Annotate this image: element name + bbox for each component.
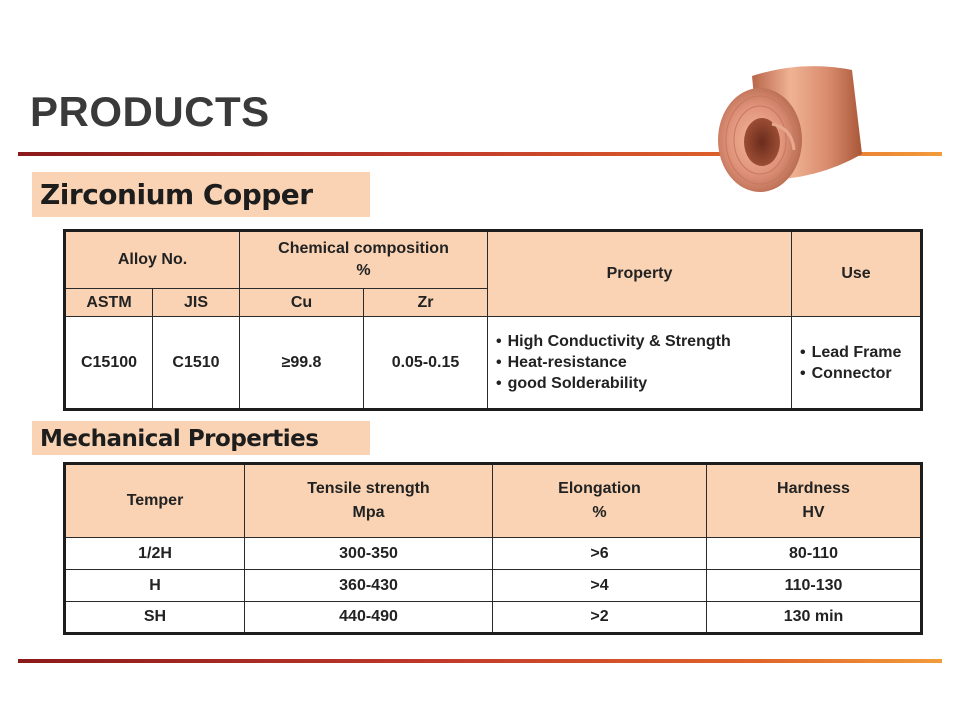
table-row — [65, 602, 922, 634]
cell-zr: 0.05-0.15 — [364, 317, 488, 410]
mechanical-properties-table — [63, 462, 923, 635]
page-title: PRODUCTS — [30, 88, 270, 135]
header-zr: Zr — [364, 289, 488, 317]
copper-coil-image — [712, 58, 870, 198]
header-tensile-line1: Tensile strength — [307, 480, 430, 497]
header-tensile-line2: Mpa — [352, 504, 385, 521]
cell-tensile: 300-350 — [245, 538, 493, 570]
cell-elongation: >4 — [493, 570, 707, 602]
header-jis: JIS — [153, 289, 240, 317]
cell-temper: SH — [65, 602, 245, 634]
cell-elongation: >6 — [493, 538, 707, 570]
zirconium-copper-table — [63, 229, 923, 411]
cell-tensile: 440-490 — [245, 602, 493, 634]
cell-hardness: 130 min — [707, 602, 922, 634]
header-elongation — [493, 464, 707, 538]
property-item: • Heat-resistance — [496, 352, 791, 373]
header-hardness-line2: HV — [802, 504, 825, 521]
property-item: • good Solderability — [496, 373, 791, 394]
cell-property — [488, 317, 792, 410]
property-list — [488, 331, 791, 394]
header-chemical-composition: Chemical composition % — [240, 231, 488, 289]
zirconium-copper-heading: Zirconium Copper — [32, 172, 370, 217]
cell-use — [792, 317, 922, 410]
property-item: • High Conductivity & Strength — [496, 331, 791, 352]
header-hardness — [707, 464, 922, 538]
use-item: • Connector — [800, 363, 920, 384]
header-alloy-no: Alloy No. — [65, 231, 240, 289]
cell-hardness: 110-130 — [707, 570, 922, 602]
table-row — [65, 538, 922, 570]
use-item: • Lead Frame — [800, 342, 920, 363]
cell-jis: C1510 — [153, 317, 240, 410]
mechanical-properties-heading: Mechanical Properties — [32, 421, 370, 455]
header-use: Use — [792, 231, 922, 317]
header-elongation-line1: Elongation — [558, 480, 641, 497]
header-temper: Temper — [65, 464, 245, 538]
cell-astm: C15100 — [65, 317, 153, 410]
header-tensile-strength — [245, 464, 493, 538]
header-hardness-line1: Hardness — [777, 480, 850, 497]
cell-cu: ≥99.8 — [240, 317, 364, 410]
cell-elongation: >2 — [493, 602, 707, 634]
cell-temper: 1/2H — [65, 538, 245, 570]
bottom-divider — [18, 659, 942, 663]
header-property: Property — [488, 231, 792, 317]
header-astm: ASTM — [65, 289, 153, 317]
table-row — [65, 570, 922, 602]
header-elongation-line2: % — [592, 504, 607, 521]
use-list — [792, 342, 920, 384]
cell-hardness: 80-110 — [707, 538, 922, 570]
cell-temper: H — [65, 570, 245, 602]
header-cu: Cu — [240, 289, 364, 317]
cell-tensile: 360-430 — [245, 570, 493, 602]
